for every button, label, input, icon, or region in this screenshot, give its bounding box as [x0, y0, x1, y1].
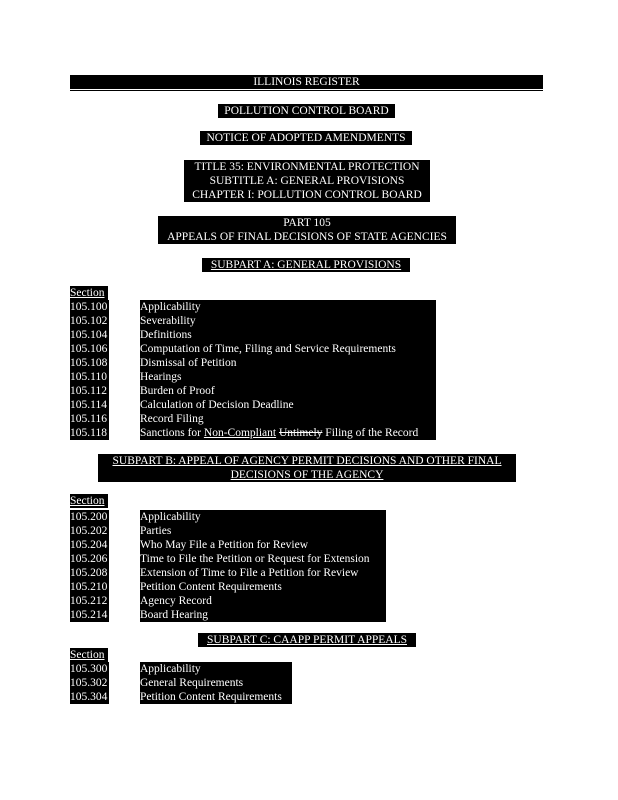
- section-number: 105.106: [70, 343, 108, 355]
- section-title: Dismissal of Petition: [140, 356, 436, 370]
- board-name: POLLUTION CONTROL BOARD: [218, 104, 395, 118]
- section-number: 105.214: [70, 609, 108, 621]
- section-title: General Requirements: [140, 676, 292, 690]
- subpart-a-section-label: [70, 286, 108, 300]
- section-number: 105.302: [70, 677, 108, 689]
- register-title: ILLINOIS REGISTER: [253, 76, 360, 88]
- table-row: [70, 426, 438, 440]
- title-text-end: Filing of the Record: [322, 427, 419, 439]
- title-line-1: TITLE 35: ENVIRONMENTAL PROTECTION: [184, 160, 430, 174]
- section-title: Petition Content Requirements: [140, 690, 292, 704]
- section-number: 105.114: [70, 399, 107, 411]
- section-number: 105.110: [70, 371, 107, 383]
- section-title: Time to File the Petition or Request for Extension: [140, 552, 386, 566]
- section-number: 105.212: [70, 595, 108, 607]
- subpart-c-heading: [198, 633, 416, 647]
- title-line-2: SUBTITLE A: GENERAL PROVISIONS: [184, 174, 430, 188]
- section-number: 105.116: [70, 413, 107, 425]
- subpart-c-section-label: [70, 648, 108, 662]
- register-banner: [70, 75, 543, 89]
- section-title: Board Hearing: [140, 608, 386, 622]
- section-title: Burden of Proof: [140, 384, 436, 398]
- section-number: 105.100: [70, 301, 108, 313]
- deleted-text: Untimely: [278, 427, 323, 439]
- part-title: APPEALS OF FINAL DECISIONS OF STATE AGENCIES: [158, 230, 456, 244]
- title-line-3: CHAPTER I: POLLUTION CONTROL BOARD: [184, 188, 430, 202]
- section-number: 105.208: [70, 567, 108, 579]
- section-title: Computation of Time, Filing and Service Requirements: [140, 342, 436, 356]
- section-number: 105.200: [70, 511, 108, 523]
- section-number: 105.210: [70, 581, 108, 593]
- section-number: 105.108: [70, 357, 108, 369]
- section-number: 105.102: [70, 315, 108, 327]
- section-title: Severability: [140, 314, 436, 328]
- section-number: 105.118: [70, 427, 107, 439]
- part-number: PART 105: [158, 216, 456, 230]
- section-number: 105.112: [70, 385, 107, 397]
- section-title: Hearings: [140, 370, 436, 384]
- section-title: Petition Content Requirements: [140, 580, 386, 594]
- section-title: Extension of Time to File a Petition for Review: [140, 566, 386, 580]
- header-rule: [70, 90, 543, 91]
- title-text: Sanctions for: [140, 427, 204, 439]
- subpart-b-heading-text-1: SUBPART B: APPEAL OF AGENCY PERMIT DECISIONS AND OTHER FINAL: [112, 455, 502, 467]
- section-label-text: Section: [70, 287, 105, 299]
- section-title: Agency Record: [140, 594, 386, 608]
- subpart-a-heading-text: SUBPART A: GENERAL PROVISIONS: [210, 259, 402, 271]
- section-title: Applicability: [140, 662, 292, 676]
- section-title: Parties: [140, 524, 386, 538]
- section-label-text: Section: [70, 495, 105, 507]
- subpart-b-heading-1: [98, 454, 516, 468]
- section-number: 105.104: [70, 329, 108, 341]
- section-title: Definitions: [140, 328, 436, 342]
- section-title: Calculation of Decision Deadline: [140, 398, 436, 412]
- section-title: [140, 426, 436, 440]
- subpart-c-heading-text: SUBPART C: CAAPP PERMIT APPEALS: [207, 634, 407, 646]
- subpart-b-heading-2: [98, 468, 516, 482]
- section-number: 105.204: [70, 539, 108, 551]
- section-title: Applicability: [140, 300, 436, 314]
- section-number: 105.300: [70, 663, 108, 675]
- inserted-text: Non-Compliant: [203, 427, 277, 439]
- section-title: Record Filing: [140, 412, 436, 426]
- notice-title: NOTICE OF ADOPTED AMENDMENTS: [200, 131, 412, 145]
- section-label-text: Section: [70, 649, 105, 661]
- subpart-b-section-label: [70, 494, 108, 508]
- section-title: Applicability: [140, 510, 386, 524]
- subpart-b-heading-text-2: DECISIONS OF THE AGENCY: [230, 469, 384, 481]
- section-title: Who May File a Petition for Review: [140, 538, 386, 552]
- subpart-a-heading: [202, 258, 410, 272]
- section-number: 105.202: [70, 525, 108, 537]
- section-number: 105.304: [70, 691, 108, 703]
- section-number: 105.206: [70, 553, 108, 565]
